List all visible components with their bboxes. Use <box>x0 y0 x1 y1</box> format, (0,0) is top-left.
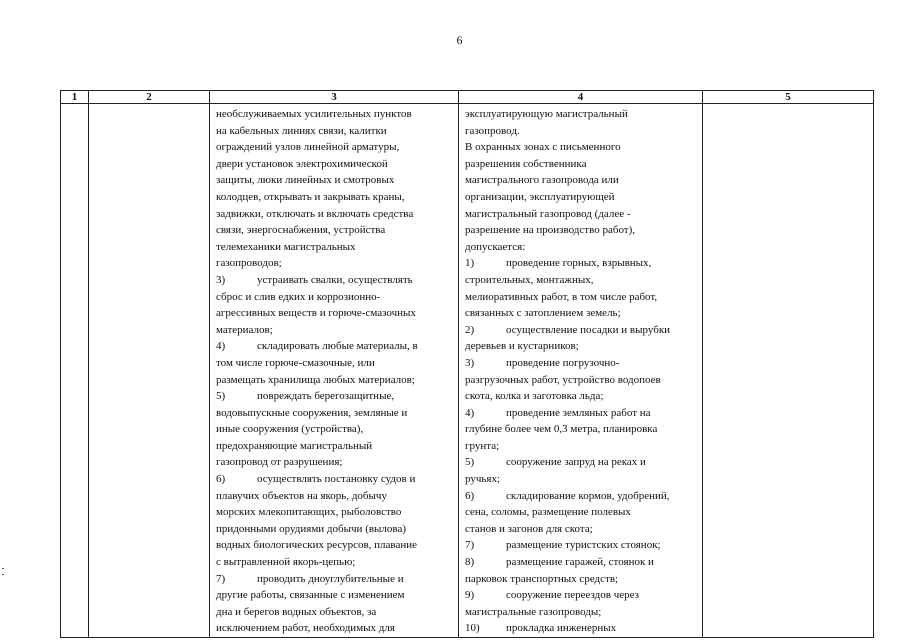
line-text: газопровод от разрушения; <box>216 456 343 469</box>
text-line <box>216 355 458 372</box>
text-line <box>465 554 702 571</box>
line-text: размещение гаражей, стоянок и <box>506 556 654 569</box>
line-text: разрешение на производство работ), <box>465 224 636 237</box>
item-number: 3) <box>465 356 475 369</box>
line-text: проведение земляных работ на <box>506 406 651 419</box>
header-col-3: 3 <box>210 91 459 104</box>
line-text: складирование кормов, удобрений, <box>506 489 670 502</box>
text-line <box>465 289 702 306</box>
line-text: защиты, люки линейных и смотровых <box>216 174 395 187</box>
text-line <box>465 372 702 389</box>
item-number: 8) <box>465 556 475 569</box>
line-text: двери установок электрохимической <box>216 157 388 170</box>
line-text: связанных с затоплением земель; <box>465 307 621 320</box>
line-text: разгрузочных работ, устройство водопоев <box>465 373 661 386</box>
line-text: том числе горюче-смазочные, или <box>216 356 375 369</box>
text-line <box>465 222 702 239</box>
text-line <box>216 156 458 173</box>
line-text: задвижки, отключать и включать средства <box>216 207 414 220</box>
item-number: 2) <box>465 323 475 336</box>
line-text: ручьях; <box>465 473 501 486</box>
item-number: 9) <box>465 589 475 602</box>
line-text: предохраняющие магистральный <box>216 439 373 452</box>
line-text: на кабельных линиях связи, калитки <box>216 124 387 137</box>
text-line <box>465 322 702 339</box>
text-line <box>216 106 458 123</box>
item-number: 5) <box>465 456 475 469</box>
line-text: размещение туристских стоянок; <box>506 539 661 552</box>
text-line <box>216 139 458 156</box>
item-number: 4) <box>216 340 226 353</box>
item-number: 4) <box>465 406 475 419</box>
text-line <box>465 604 702 621</box>
header-col-4: 4 <box>459 91 703 104</box>
line-text: ограждений узлов линейной арматуры, <box>216 141 400 154</box>
text-line <box>216 488 458 505</box>
text-line <box>465 454 702 471</box>
line-text: сооружение переездов через <box>506 589 639 602</box>
line-text: придонными орудиями добычи (вылова) <box>216 522 407 535</box>
line-text: мелиоративных работ, в том числе работ, <box>465 290 658 303</box>
line-text: глубине более чем 0,3 метра, планировка <box>465 423 658 436</box>
text-line <box>216 189 458 206</box>
text-line <box>216 255 458 272</box>
line-text: прокладка инженерных <box>506 622 617 635</box>
text-line <box>465 172 702 189</box>
text-line <box>465 587 702 604</box>
text-line <box>465 504 702 521</box>
cell-col-3 <box>210 104 459 638</box>
text-line <box>216 421 458 438</box>
text-line <box>465 338 702 355</box>
cell-col-2 <box>89 104 210 638</box>
line-text: грунта; <box>465 439 500 452</box>
text-line <box>216 172 458 189</box>
text-line <box>465 305 702 322</box>
text-line <box>216 504 458 521</box>
text-line <box>465 571 702 588</box>
item-number: 5) <box>216 390 226 403</box>
text-line <box>216 123 458 140</box>
line-text: сброс и слив едких и коррозионно- <box>216 290 381 303</box>
cell-col-4 <box>459 104 703 638</box>
line-text: осуществлять постановку судов и <box>257 473 416 486</box>
line-text: деревьев и кустарников; <box>465 340 579 353</box>
text-line <box>465 106 702 123</box>
text-line <box>465 255 702 272</box>
text-line <box>216 272 458 289</box>
text-line <box>465 355 702 372</box>
text-line <box>465 537 702 554</box>
text-line <box>465 272 702 289</box>
line-text: магистральный газопровод (далее - <box>465 207 631 220</box>
line-text: устраивать свалки, осуществлять <box>257 273 413 286</box>
text-line <box>465 139 702 156</box>
text-line <box>465 388 702 405</box>
line-text: скота, колка и заготовка льда; <box>465 390 604 403</box>
line-text: необслуживаемых усилительных пунктов <box>216 108 412 120</box>
line-text: сооружение запруд на реках и <box>506 456 646 469</box>
line-text: сена, соломы, размещение полевых <box>465 506 631 519</box>
line-text: складировать любые материалы, в <box>257 340 418 353</box>
line-text: с вытравленной якорь-цепью; <box>216 556 356 569</box>
line-text: В охранных зонах с письменного <box>465 141 621 154</box>
item-number: 3) <box>216 273 226 286</box>
item-number: 7) <box>465 539 475 552</box>
header-col-2: 2 <box>89 91 210 104</box>
text-line <box>216 388 458 405</box>
text-line <box>216 587 458 604</box>
line-text: магистральные газопроводы; <box>465 605 602 618</box>
line-text: дна и берегов водных объектов, за <box>216 605 377 618</box>
header-col-5: 5 <box>703 91 874 104</box>
line-text: проведение горных, взрывных, <box>506 257 652 270</box>
line-text: исключением работ, необходимых для <box>216 622 395 635</box>
requirements-table <box>60 90 874 638</box>
item-number: 6) <box>216 473 226 486</box>
line-text: иные сооружения (устройства), <box>216 423 364 436</box>
header-col-1: 1 <box>61 91 89 104</box>
text-line <box>465 239 702 256</box>
text-line <box>216 471 458 488</box>
line-text: организации, эксплуатирующей <box>465 190 615 203</box>
line-text: связи, энергоснабжения, устройства <box>216 224 386 237</box>
line-text: агрессивных веществ и горюче-смазочных <box>216 307 416 320</box>
line-text: осуществление посадки и вырубки <box>506 323 671 336</box>
line-text: допускается: <box>465 240 526 253</box>
line-text: морских млекопитающих, рыболовство <box>216 506 402 519</box>
line-text: другие работы, связанные с изменением <box>216 589 405 602</box>
line-text: разрешения собственника <box>465 157 587 170</box>
text-line <box>216 322 458 339</box>
permissions-text <box>459 104 702 637</box>
text-line <box>216 537 458 554</box>
text-line <box>216 338 458 355</box>
text-line <box>465 521 702 538</box>
text-line <box>216 305 458 322</box>
line-text: проведение погрузочно- <box>506 356 620 369</box>
text-line <box>216 206 458 223</box>
scan-edge-mark <box>2 574 4 575</box>
item-number: 6) <box>465 489 475 502</box>
line-text: водных биологических ресурсов, плавание <box>216 539 418 552</box>
line-text: материалов; <box>216 323 273 336</box>
text-line <box>216 222 458 239</box>
text-line <box>216 239 458 256</box>
cell-col-5 <box>703 104 874 638</box>
line-text: водовыпускные сооружения, земляные и <box>216 406 408 419</box>
line-text: газопровод. <box>465 124 520 137</box>
line-text: телемеханики магистральных <box>216 240 356 253</box>
line-text: строительных, монтажных, <box>465 273 594 286</box>
text-line <box>216 454 458 471</box>
text-line <box>216 438 458 455</box>
item-number: 1) <box>465 257 475 270</box>
line-text: повреждать берегозащитные, <box>257 390 395 403</box>
text-line <box>216 372 458 389</box>
text-line <box>465 156 702 173</box>
page-number: 6 <box>456 33 463 47</box>
text-line <box>216 571 458 588</box>
text-line <box>465 471 702 488</box>
line-text: проводить дноуглубительные и <box>257 572 404 585</box>
text-line <box>216 620 458 637</box>
line-text: эксплуатирующую магистральный <box>465 108 628 120</box>
text-line <box>465 488 702 505</box>
text-line <box>465 438 702 455</box>
text-line <box>465 405 702 422</box>
cell-col-1 <box>61 104 89 638</box>
text-line <box>465 206 702 223</box>
restrictions-text <box>210 104 458 637</box>
line-text: станов и загонов для скота; <box>465 522 593 535</box>
line-text: колодцев, открывать и закрывать краны, <box>216 190 405 203</box>
item-number: 7) <box>216 572 226 585</box>
text-line <box>465 189 702 206</box>
text-line <box>216 554 458 571</box>
line-text: магистрального газопровода или <box>465 174 619 187</box>
line-text: плавучих объектов на якорь, добычу <box>216 489 387 502</box>
table-row <box>61 104 874 638</box>
table-header-row <box>61 91 874 104</box>
text-line <box>216 521 458 538</box>
line-text: газопроводов; <box>216 257 282 270</box>
text-line <box>216 289 458 306</box>
line-text: парковок транспортных средств; <box>465 572 619 585</box>
item-number: 10) <box>465 622 480 635</box>
text-line <box>465 421 702 438</box>
text-line <box>465 620 702 637</box>
text-line <box>465 123 702 140</box>
text-line <box>216 604 458 621</box>
text-line <box>216 405 458 422</box>
line-text: размещать хранилища любых материалов; <box>216 373 415 386</box>
scan-edge-mark <box>2 568 4 569</box>
